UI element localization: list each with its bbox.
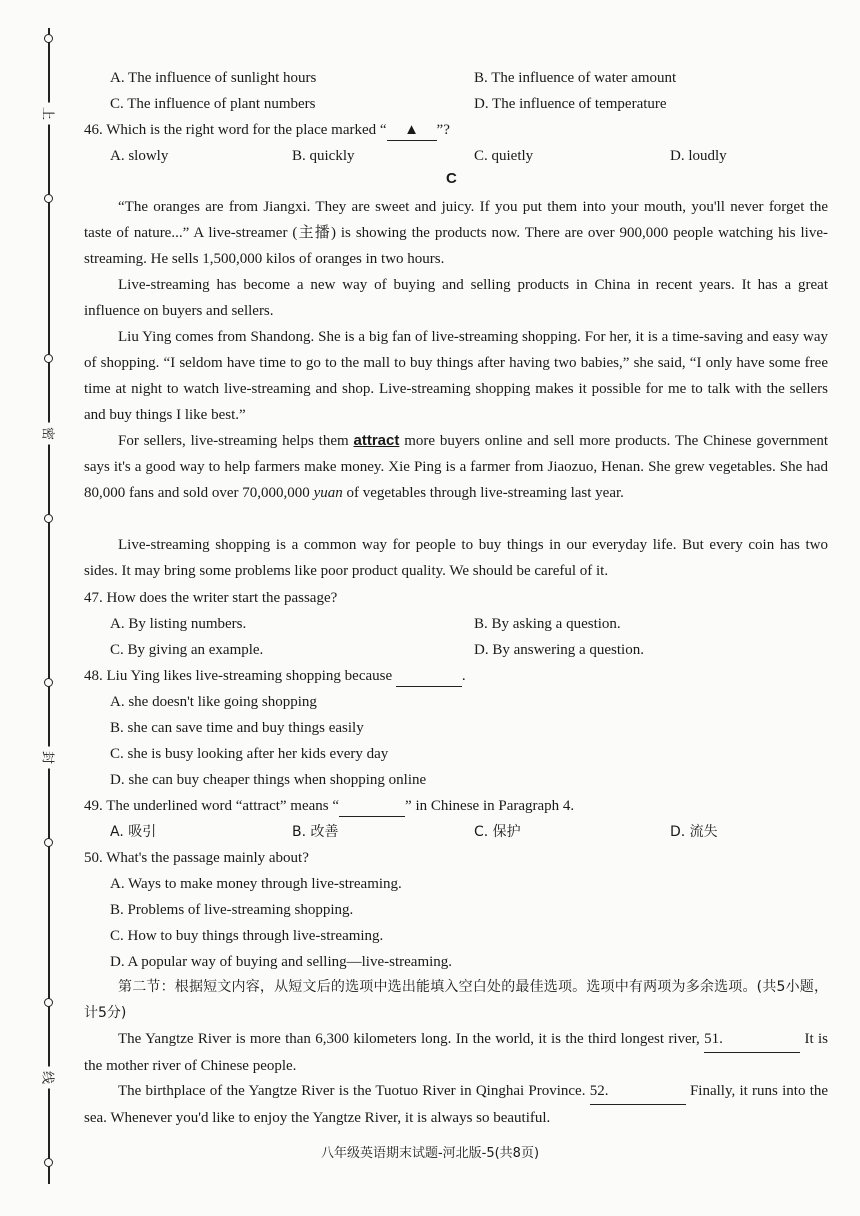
q48-stem: 48. Liu Ying likes live-streaming shopping because . xyxy=(84,666,466,687)
underlined-word-attract: attract xyxy=(353,432,400,449)
margin-char-feng: 封 xyxy=(40,747,59,769)
binding-circle xyxy=(44,514,53,523)
q50-option-a: A. Ways to make money through live-streaming. xyxy=(110,876,402,892)
q46-option-b: B. quickly xyxy=(292,148,355,164)
section2-paragraph-2: The birthplace of the Yangtze River is the Tuotuo River in Qinghai Province. 52. Finally, it runs into the sea. Whenever you'd like to enjoy the Yangtze River, it is always so beautiful. xyxy=(84,1078,828,1131)
q49-blank xyxy=(339,796,405,817)
q50-option-c: C. How to buy things through live-streaming. xyxy=(110,928,384,944)
section2-paragraph-1: The Yangtze River is more than 6,300 kilometers long. In the world, it is the third longest river, 51. It is the mother river of Chinese people. xyxy=(84,1026,828,1079)
q48-option-d: D. she can buy cheaper things when shopping online xyxy=(110,772,427,788)
passage-paragraph-3: Liu Ying comes from Shandong. She is a big fan of live-streaming shopping. For her, it is a time-saving and easy way of shopping. “I seldom have time to go to the mall to buy things after having two babies,” she said, “I only have some free time at night to watch live-streaming and shop. Live-streaming shopping makes it possible for me to talk with the sellers and buy things I like best.” xyxy=(84,329,828,423)
q45-option-a: A. The influence of sunlight hours xyxy=(110,70,317,86)
q48-blank xyxy=(396,666,462,687)
q45-option-d: D. The influence of temperature xyxy=(474,96,667,112)
passage-paragraph-1: “The oranges are from Jiangxi. They are sweet and juicy. If you put them into your mouth, you'll never forget the taste of nature...” A live-streamer (主播) is showing the products now. There are over 900,000 people watching his live-streaming. He sells 1,500,000 kilos of oranges in two hours. xyxy=(84,199,828,267)
q45-option-b: B. The influence of water amount xyxy=(474,70,677,86)
q50-option-d: D. A popular way of buying and selling—live-streaming. xyxy=(110,954,453,970)
margin-char-xian: 线 xyxy=(40,1067,59,1089)
binding-circle xyxy=(44,354,53,363)
q47-option-a: A. By listing numbers. xyxy=(110,616,247,632)
binding-circle xyxy=(44,838,53,847)
passage-paragraph-5: Live-streaming shopping is a common way for people to buy things in our everyday life. But every coin has two sides. It may bring some problems like poor product quality. We should be careful of it. xyxy=(84,537,828,579)
q49-option-a: A. 吸引 xyxy=(110,824,157,840)
q47-option-b: B. By asking a question. xyxy=(474,616,621,632)
q49-option-b: B. 改善 xyxy=(292,824,339,840)
q46-option-a: A. slowly xyxy=(110,148,169,164)
q48-option-b: B. she can save time and buy things easily xyxy=(110,720,364,736)
blank-52: 52. xyxy=(590,1078,686,1105)
q47-option-c: C. By giving an example. xyxy=(110,642,264,658)
section2-instruction: 第二节：根据短文内容，从短文后的选项中选出能填入空白处的最佳选项。选项中有两项为多余选项。(共5小题，计5分) xyxy=(84,979,828,1021)
q45-option-c: C. The influence of plant numbers xyxy=(110,96,316,112)
q50-stem: 50. What's the passage mainly about? xyxy=(84,850,309,866)
q49-option-d: D. 流失 xyxy=(670,824,718,840)
q47-stem: 47. How does the writer start the passage? xyxy=(84,590,338,606)
q47-option-d: D. By answering a question. xyxy=(474,642,644,658)
q46-option-c: C. quietly xyxy=(474,148,534,164)
binding-circle xyxy=(44,194,53,203)
passage-paragraph-2: Live-streaming has become a new way of buying and selling products in China in recent years. It has a great influence on buyers and sellers. xyxy=(84,277,828,319)
q49-option-c: C. 保护 xyxy=(474,824,521,840)
passage-paragraph-4: For sellers, live-streaming helps them attract more buyers online and sell more products. The Chinese government says it's a good way to help farmers make money. Xie Ping is a farmer from Jiaozuo, Henan. She grew vegetables. She had 80,000 fans and sold over 70,000,000 yuan of vegetables through live-streaming last year. xyxy=(84,432,828,501)
q48-option-a: A. she doesn't like going shopping xyxy=(110,694,317,710)
q48-option-c: C. she is busy looking after her kids every day xyxy=(110,746,389,762)
q46-marker: ▲ xyxy=(387,120,437,141)
margin-char-shang: 上 xyxy=(40,103,59,125)
q46-stem: 46. Which is the right word for the place marked “ ▲ ”? xyxy=(84,120,450,141)
passage-letter: C xyxy=(446,170,457,187)
blank-51: 51. xyxy=(704,1026,800,1053)
binding-circle xyxy=(44,998,53,1007)
q46-option-d: D. loudly xyxy=(670,148,727,164)
page-footer: 八年级英语期末试题-河北版-5(共8页) xyxy=(320,1146,540,1161)
margin-char-mi: 密 xyxy=(40,423,59,445)
binding-circle xyxy=(44,34,53,43)
q49-stem: 49. The underlined word “attract” means “ ” in Chinese in Paragraph 4. xyxy=(84,796,574,817)
q50-option-b: B. Problems of live-streaming shopping. xyxy=(110,902,354,918)
binding-circle xyxy=(44,678,53,687)
